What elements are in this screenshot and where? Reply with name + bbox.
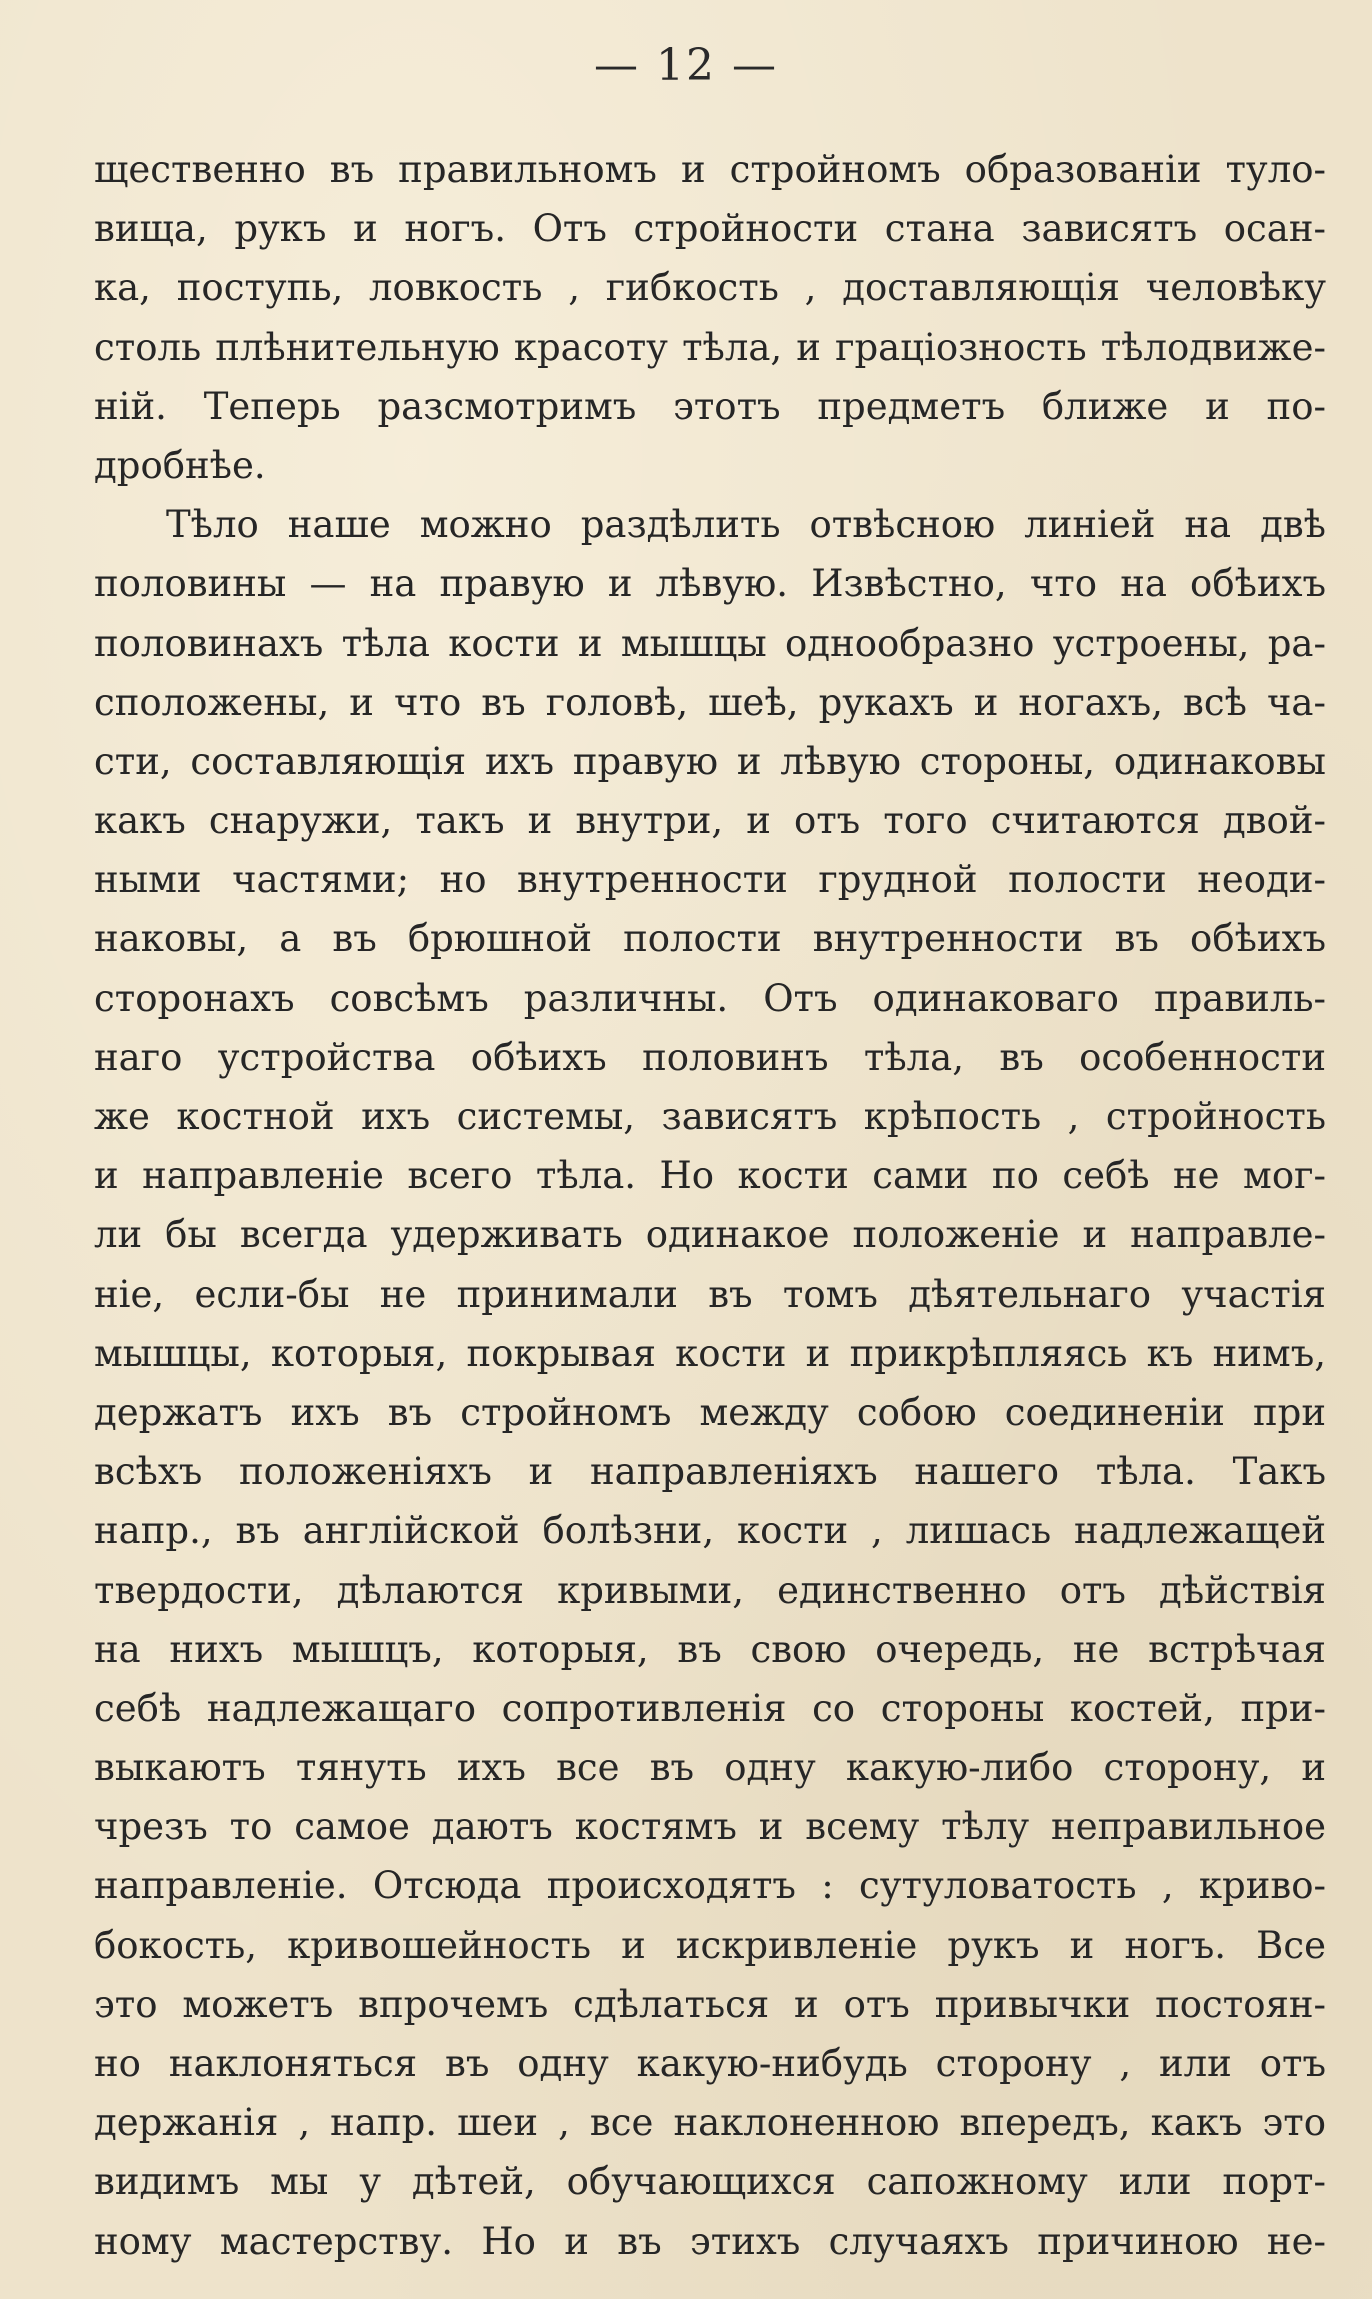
text-line: чрезъ то самое даютъ костямъ и всему тѣлу неправильное <box>94 1805 1326 1849</box>
text-line: ли бы всегда удерживать одинакое положеніе и направле- <box>94 1213 1326 1257</box>
text-line: ка, поступь, ловкость , гибкость , доставляющія человѣку <box>94 266 1326 310</box>
text-line: сположены, и что въ головѣ, шеѣ, рукахъ и ногахъ, всѣ ча- <box>94 680 1326 724</box>
text-line: половины — на правую и лѣвую. Извѣстно, что на обѣихъ <box>94 562 1326 606</box>
text-line: столь плѣнительную красоту тѣла, и граціозность тѣлодвиже- <box>94 325 1326 369</box>
text-line: наго устройства обѣихъ половинъ тѣла, въ особенности <box>94 1035 1326 1079</box>
text-line: всѣхъ положеніяхъ и направленіяхъ нашего тѣла. Такъ <box>94 1450 1326 1494</box>
text-line: держатъ ихъ въ стройномъ между собою соединеніи при <box>94 1390 1326 1434</box>
body-text <box>94 140 1326 2271</box>
text-line: сторонахъ совсѣмъ различны. Отъ одинаковаго правиль- <box>94 976 1326 1020</box>
text-line: какъ снаружи, такъ и внутри, и отъ того считаются двой- <box>94 799 1326 843</box>
text-line: ніе, если-бы не принимали въ томъ дѣятельнаго участія <box>94 1272 1326 1316</box>
text-line: дробнѣе. <box>94 443 266 487</box>
text-line: выкаютъ тянуть ихъ все въ одну какую-либо сторону, и <box>94 1746 1326 1790</box>
text-line: направленіе. Отсюда происходятъ : сутуловатость , криво- <box>94 1864 1326 1908</box>
text-line: напр., въ англійской болѣзни, кости , лишась надлежащей <box>94 1509 1326 1553</box>
page-number: — 12 — <box>594 40 778 91</box>
text-line: это можетъ впрочемъ сдѣлаться и отъ привычки постоян- <box>94 1982 1326 2026</box>
text-line: твердости, дѣлаются кривыми, единственно отъ дѣйствія <box>94 1568 1326 1612</box>
text-line: бокость, кривошейность и искривленіе рукъ и ногъ. Все <box>94 1923 1326 1967</box>
text-line: себѣ надлежащаго сопротивленія со стороны костей, при- <box>94 1686 1326 1730</box>
text-line: вища, рукъ и ногъ. Отъ стройности стана зависятъ осан- <box>94 207 1326 251</box>
text-line: половинахъ тѣла кости и мышцы однообразно устроены, ра- <box>94 621 1326 665</box>
text-line: сти, составляющія ихъ правую и лѣвую стороны, одинаковы <box>94 739 1326 783</box>
text-line: видимъ мы у дѣтей, обучающихся сапожному или порт- <box>94 2160 1326 2204</box>
text-line: ній. Теперь разсмотримъ этотъ предметъ ближе и по- <box>94 384 1326 428</box>
text-line: щественно въ правильномъ и стройномъ образованіи туло- <box>94 148 1326 191</box>
text-line: Тѣло наше можно раздѣлить отвѣсною линіей на двѣ <box>166 503 1326 547</box>
text-line: ными частями; но внутренности грудной полости неоди- <box>94 858 1326 902</box>
text-line: и направленіе всего тѣла. Но кости сами по себѣ не мог- <box>94 1154 1326 1198</box>
text-line: же костной ихъ системы, зависятъ крѣпость , стройность <box>94 1095 1326 1138</box>
text-line: ному мастерству. Но и въ этихъ случаяхъ причиною не- <box>94 2219 1326 2263</box>
text-line: держанія , напр. шеи , все наклоненною впередъ, какъ это <box>94 2101 1326 2145</box>
text-line: наковы, а въ брюшной полости внутренности въ обѣихъ <box>94 917 1326 961</box>
text-line: на нихъ мышцъ, которыя, въ свою очередь, не встрѣчая <box>94 1627 1326 1671</box>
text-line: мышцы, которыя, покрывая кости и прикрѣпляясь къ нимъ, <box>94 1331 1326 1375</box>
text-line: но наклоняться въ одну какую-нибудь сторону , или отъ <box>94 2042 1326 2085</box>
